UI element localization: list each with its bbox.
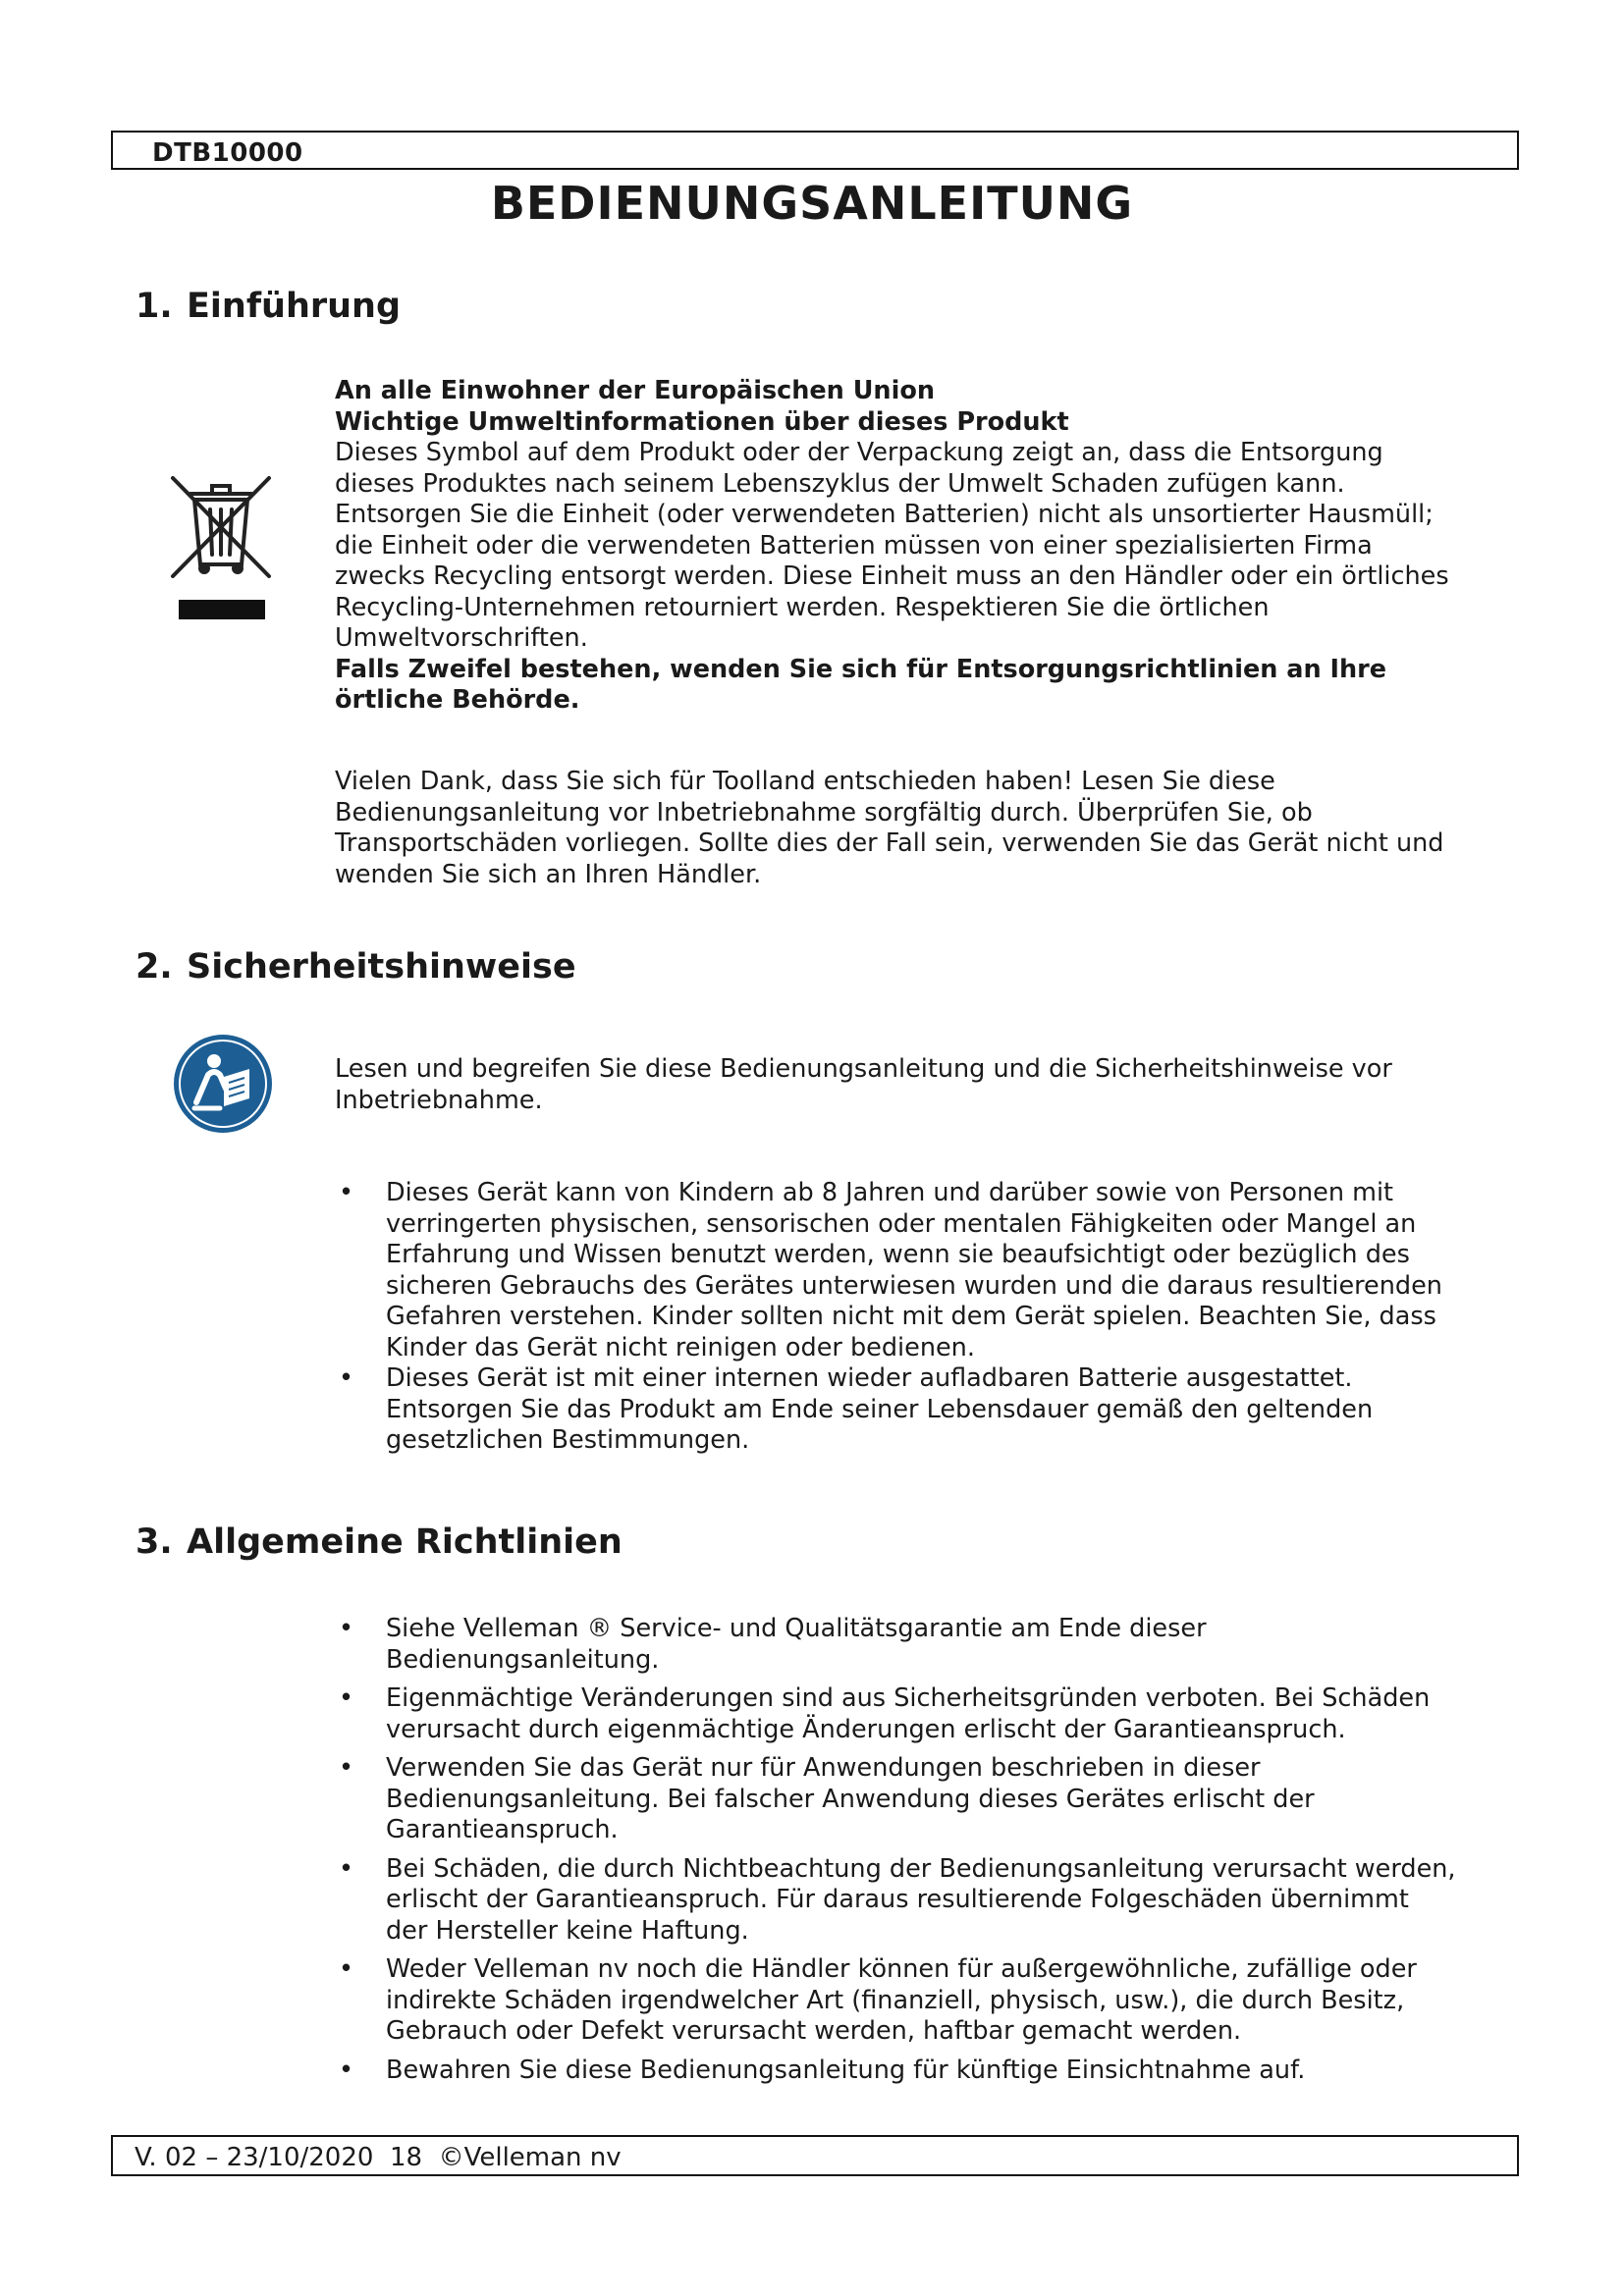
bullet-line: Gebrauch oder Defekt verursacht werden, haftbar gemacht werden. xyxy=(386,2016,1242,2046)
list-item xyxy=(335,1614,1552,1676)
bullet-line: Garantieanspruch. xyxy=(386,1815,619,1844)
section-3-heading xyxy=(135,1522,623,1562)
section-3-bullets xyxy=(335,1614,1552,2086)
bullet-line: • Verwenden Sie das Gerät nur für Anwendungen beschrieben in dieser xyxy=(386,1753,1261,1783)
section-2-number: 2. xyxy=(135,947,173,987)
env-line: zwecks Recycling entsorgt werden. Diese Einheit muss an den Händler oder ein örtliches xyxy=(335,561,1449,591)
footer-box xyxy=(111,2135,1519,2176)
section-1-title: Einführung xyxy=(187,287,402,326)
bullet-line: verursacht durch eigenmächtige Änderungen erlischt der Garantieanspruch. xyxy=(386,1714,1346,1744)
section-1-number: 1. xyxy=(135,287,173,326)
bullet-line: • Bei Schäden, die durch Nichtbeachtung der Bedienungsanleitung verursacht werden, xyxy=(386,1853,1456,1884)
list-item xyxy=(335,1683,1552,1745)
env-line: Recycling-Unternehmen retourniert werden. Respektieren Sie die örtlichen xyxy=(335,592,1270,622)
doubt-line: örtliche Behörde. xyxy=(335,685,580,715)
list-item xyxy=(335,1178,1552,1363)
thanks-line: wenden Sie sich an Ihren Händler. xyxy=(335,859,762,889)
bullet-line: • Bewahren Sie diese Bedienungsanleitung für künftige Einsichtnahme auf. xyxy=(386,2055,1306,2085)
read-line: Lesen und begreifen Sie diese Bedienungsanleitung und die Sicherheitshinweise vor xyxy=(335,1054,1392,1084)
weee-bin-icon xyxy=(165,474,277,621)
bullet-line: • Dieses Gerät ist mit einer internen wieder aufladbaren Batterie ausgestattet. xyxy=(386,1363,1353,1393)
env-line: dieses Produktes nach seinem Lebenszyklus der Umwelt Schaden zufügen kann. xyxy=(335,468,1345,499)
section-2-bullets xyxy=(335,1178,1552,1457)
bullet-line: Bedienungsanleitung. xyxy=(386,1644,660,1675)
section-2-heading xyxy=(135,947,576,987)
document-title: BEDIENUNGSANLEITUNG xyxy=(490,177,1134,230)
section-2-read-block xyxy=(335,1054,1513,1116)
section-1-environment-block xyxy=(335,376,1513,717)
bullet-line: • Eigenmächtige Veränderungen sind aus Sicherheitsgründen verboten. Bei Schäden xyxy=(386,1683,1431,1713)
footer-text: V. 02 – 23/10/2020 18 ©Velleman nv xyxy=(135,2143,622,2172)
env-line: Entsorgen Sie die Einheit (oder verwendeten Batterien) nicht als unsortierter Hausmüll; xyxy=(335,500,1434,529)
bullet-line: gesetzlichen Bestimmungen. xyxy=(386,1425,750,1455)
bullet-line: Entsorgen Sie das Produkt am Ende seiner Lebensdauer gemäß den geltenden xyxy=(386,1394,1374,1424)
list-item xyxy=(335,1363,1552,1457)
section-2-title: Sicherheitshinweise xyxy=(187,947,576,987)
product-code: DTB10000 xyxy=(152,138,303,168)
eu-heading-1: An alle Einwohner der Europäischen Union xyxy=(335,376,935,405)
bullet-line: Gefahren verstehen. Kinder sollten nicht mit dem Gerät spielen. Beachten Sie, dass xyxy=(386,1302,1436,1331)
list-item xyxy=(335,2056,1552,2087)
thanks-line: Bedienungsanleitung vor Inbetriebnahme sorgfältig durch. Überprüfen Sie, ob xyxy=(335,797,1313,828)
bullet-line: Bedienungsanleitung. Bei falscher Anwendung dieses Gerätes erlischt der xyxy=(386,1784,1315,1814)
bullet-line: Kinder das Gerät nicht reinigen oder bedienen. xyxy=(386,1332,975,1362)
eu-heading-2: Wichtige Umweltinformationen über dieses Produkt xyxy=(335,406,1069,437)
bullet-line: • Weder Velleman nv noch die Händler können für außergewöhnliche, zufällige oder xyxy=(386,1954,1417,1984)
thanks-line: Vielen Dank, dass Sie sich für Toolland entschieden haben! Lesen Sie diese xyxy=(335,767,1275,796)
bullet-line: indirekte Schäden irgendwelcher Art (finanziell, physisch, usw.), die durch Besitz, xyxy=(386,1985,1405,2015)
read-manual-icon xyxy=(173,1034,273,1134)
list-item xyxy=(335,1954,1552,2048)
section-3-title: Allgemeine Richtlinien xyxy=(187,1522,623,1562)
env-line: Dieses Symbol auf dem Produkt oder der Verpackung zeigt an, dass die Entsorgung xyxy=(335,438,1383,467)
env-line: Umweltvorschriften. xyxy=(335,623,588,653)
list-item xyxy=(335,1753,1552,1846)
section-1-thanks-block xyxy=(335,767,1513,890)
bullet-line: sicheren Gebrauchs des Gerätes unterwiesen wurden und die daraus resultierenden xyxy=(386,1270,1442,1301)
thanks-line: Transportschäden vorliegen. Sollte dies der Fall sein, verwenden Sie das Gerät nicht und xyxy=(335,828,1444,858)
header-box xyxy=(111,131,1519,170)
list-item xyxy=(335,1854,1552,1948)
bullet-line: der Hersteller keine Haftung. xyxy=(386,1915,749,1946)
bullet-line: • Siehe Velleman ® Service- und Qualitätsgarantie am Ende dieser xyxy=(386,1614,1207,1643)
env-line: die Einheit oder die verwendeten Batterien müssen von einer spezialisierten Firma xyxy=(335,530,1373,561)
bullet-line: verringerten physischen, sensorischen oder mentalen Fähigkeiten oder Mangel an xyxy=(386,1208,1417,1239)
read-line: Inbetriebnahme. xyxy=(335,1085,543,1115)
bullet-line: Erfahrung und Wissen benutzt werden, wenn sie beaufsichtigt oder bezüglich des xyxy=(386,1240,1410,1269)
section-3-number: 3. xyxy=(135,1522,173,1562)
bullet-line: • Dieses Gerät kann von Kindern ab 8 Jahren und darüber sowie von Personen mit xyxy=(386,1178,1394,1207)
doubt-line: Falls Zweifel bestehen, wenden Sie sich für Entsorgungsrichtlinien an Ihre xyxy=(335,654,1387,684)
bullet-line: erlischt der Garantieanspruch. Für daraus resultierende Folgeschäden übernimmt xyxy=(386,1885,1409,1914)
section-1-heading xyxy=(135,287,401,326)
